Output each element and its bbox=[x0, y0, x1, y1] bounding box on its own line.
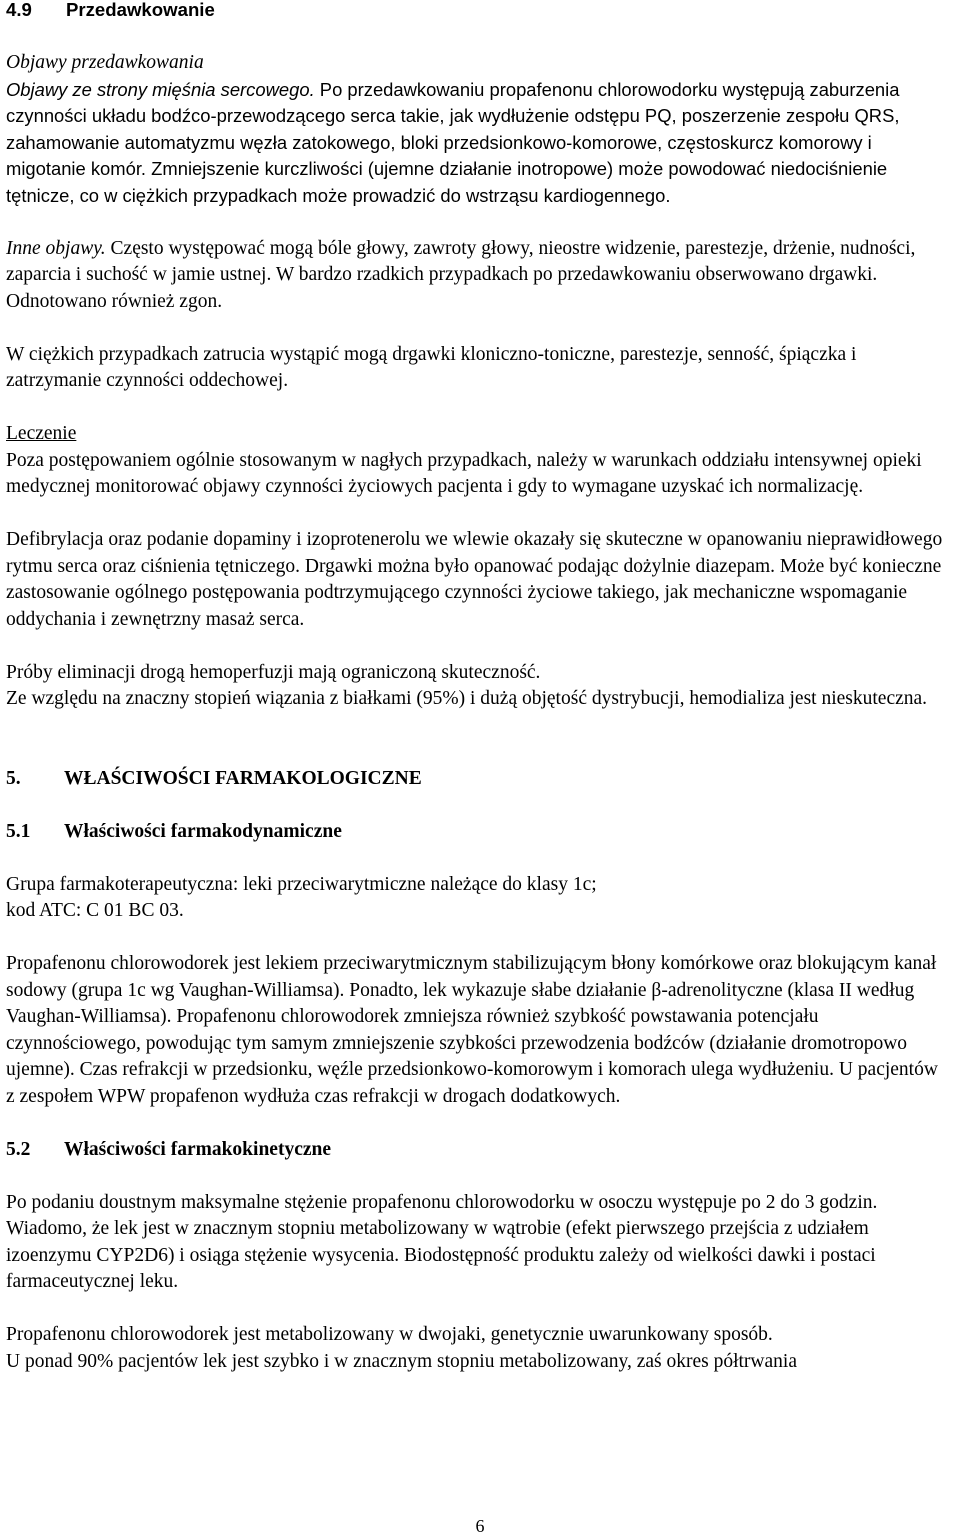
paragraph-text: Zmniejszenie kurczliwości (ujemne działanie inotropowe) może powodować niedociśnienie tętnicze, co w ciężkich przypadkach może prowadzić do wstrząsu kardiogennego. bbox=[6, 158, 888, 206]
spacer bbox=[6, 501, 950, 528]
section-title: Właściwości farmakodynamiczne bbox=[64, 820, 342, 842]
section-number: 5. bbox=[6, 767, 21, 789]
section-heading-4-9 bbox=[6, 0, 950, 24]
paragraph-objawy bbox=[6, 77, 950, 210]
paragraph-eliminacja: Próby eliminacji drogą hemoperfuzji mają ograniczoną skuteczność. bbox=[6, 661, 541, 683]
paragraph-farmakodynamika: Propafenonu chlorowodorek jest lekiem przeciwarytmicznym stabilizującym błony komórkowe oraz blokującym kanał sodowy (grupa 1c wg Vaughan-Williamsa). Ponadto, lek wykazuje słabe działanie β-adrenolityczne (klasa II według Vaughan-Williamsa). Propafenonu chlorowodorek zmniejsza również szybkość powstawania potencjału czynnościowego, powodując tym samym zmniejszenie szybkości przewodzenia bodźców (działanie dromotropowo ujemne). Czas refrakcji w przedsionku, węźle przedsionkowo-komorowym i komorach ulega wydłużeniu. U pacjentów z zespołem WPW propafenon wydłuża czas refrakcji w drogach dodatkowych. bbox=[6, 953, 938, 1107]
paragraph-inne-objawy bbox=[6, 236, 950, 316]
section-title: WŁAŚCIWOŚCI FARMAKOLOGICZNE bbox=[64, 767, 422, 789]
spacer bbox=[6, 1296, 950, 1323]
page-number: 6 bbox=[475, 1516, 485, 1536]
subheading-objawy: Objawy przedawkowania bbox=[6, 52, 204, 73]
spacer bbox=[6, 925, 950, 952]
section-title: Właściwości farmakokinetyczne bbox=[64, 1138, 332, 1160]
paragraph-text: Po przedawkowaniu propafenonu chlorowodorku występują zaburzenia czynności układu bodźco-przewodzącego serca takie, jak wydłużenie odstępu PQ, poszerzenie zespołu QRS, zahamowanie automatyzmu węzła zatokowego, bloki przedsionkowo-komorowe, częstoskurcz komorowy i migotanie komór. bbox=[6, 78, 900, 179]
italic-lead: Inne objawy. bbox=[6, 237, 106, 259]
paragraph-metabolizm-line-1: Propafenonu chlorowodorek jest metabolizowany w dwojaki, genetycznie uwarunkowany sposób. bbox=[6, 1324, 773, 1345]
section-number: 5.2 bbox=[6, 1138, 31, 1160]
paragraph-text: Często występować mogą bóle głowy, zawroty głowy, nieostre widzenie, parestezje, drżenie, nudności, zaparcia i suchość w jamie ustnej. W bardzo rzadkich przypadkach po przedawkowaniu obserwowano drgawki. Odnotowano również zgon. bbox=[6, 237, 916, 312]
spacer bbox=[6, 792, 950, 819]
paragraph-metabolizm-line-2: U ponad 90% pacjentów lek jest szybko i w znacznym stopniu metabolizowany, zaś okres półtrwania bbox=[6, 1350, 797, 1372]
spacer bbox=[6, 209, 950, 236]
paragraph-grupa-line-2: kod ATC: C 01 BC 03. bbox=[6, 900, 184, 921]
paragraph-leczenie: Poza postępowaniem ogólnie stosowanym w nagłych przypadkach, należy w warunkach oddziału intensywnej opieki medycznej monitorować objawy czynności życiowych pacjenta i gdy to wymagane uzyskać ich normalizację. bbox=[6, 449, 922, 497]
italic-lead: Objawy ze strony mięśnia sercowego. bbox=[6, 78, 315, 100]
spacer bbox=[6, 739, 950, 766]
paragraph-farmakokinetyka: Po podaniu doustnym maksymalne stężenie propafenonu chlorowodorku w osoczu występuje po 2 do 3 godzin. Wiadomo, że lek jest w znacznym stopniu metabolizowany w wątrobie (efekt pierwszego przejścia z udziałem izoenzymu CYP2D6) i osiąga stężenie wysycenia. Biodostępność produktu zależy od wielkości dawki i postaci farmaceutycznej leku. bbox=[6, 1191, 878, 1292]
spacer bbox=[6, 633, 950, 660]
spacer bbox=[6, 315, 950, 342]
paragraph-hemodializa: Ze względu na znaczny stopień wiązania z białkami (95%) i dużą objętość dystrybucji, hemodializa jest nieskuteczna. bbox=[6, 688, 928, 709]
section-heading-5 bbox=[6, 766, 950, 793]
document-page bbox=[6, 0, 950, 1375]
spacer bbox=[6, 1110, 950, 1137]
spacer bbox=[6, 24, 950, 51]
section-heading-5-2 bbox=[6, 1137, 950, 1164]
section-number: 4.9 bbox=[6, 0, 32, 20]
section-title: Przedawkowanie bbox=[66, 0, 215, 20]
spacer bbox=[6, 395, 950, 422]
spacer bbox=[6, 1163, 950, 1190]
spacer bbox=[6, 845, 950, 872]
paragraph-ciezkie-przypadki: W ciężkich przypadkach zatrucia wystąpić mogą drgawki kloniczno-toniczne, parestezje, senność, śpiączka i zatrzymanie czynności oddechowej. bbox=[6, 343, 857, 391]
paragraph-grupa-line-1: Grupa farmakoterapeutyczna: leki przeciwarytmiczne należące do klasy 1c; bbox=[6, 873, 597, 895]
section-number: 5.1 bbox=[6, 820, 31, 842]
section-heading-5-1 bbox=[6, 819, 950, 846]
subheading-leczenie: Leczenie bbox=[6, 423, 77, 444]
paragraph-defibrylacja: Defibrylacja oraz podanie dopaminy i izoprotenerolu we wlewie okazały się skuteczne w opanowaniu nieprawidłowego rytmu serca oraz ciśnienia tętniczego. Drgawki można było opanować podając dożylnie diazepam. Może być konieczne zastosowanie ogólnego postępowania podtrzymującego czynności życiowe takiego, jak mechaniczne wspomaganie oddychania i zewnętrzny masaż serca. bbox=[6, 529, 943, 630]
spacer bbox=[6, 713, 950, 740]
